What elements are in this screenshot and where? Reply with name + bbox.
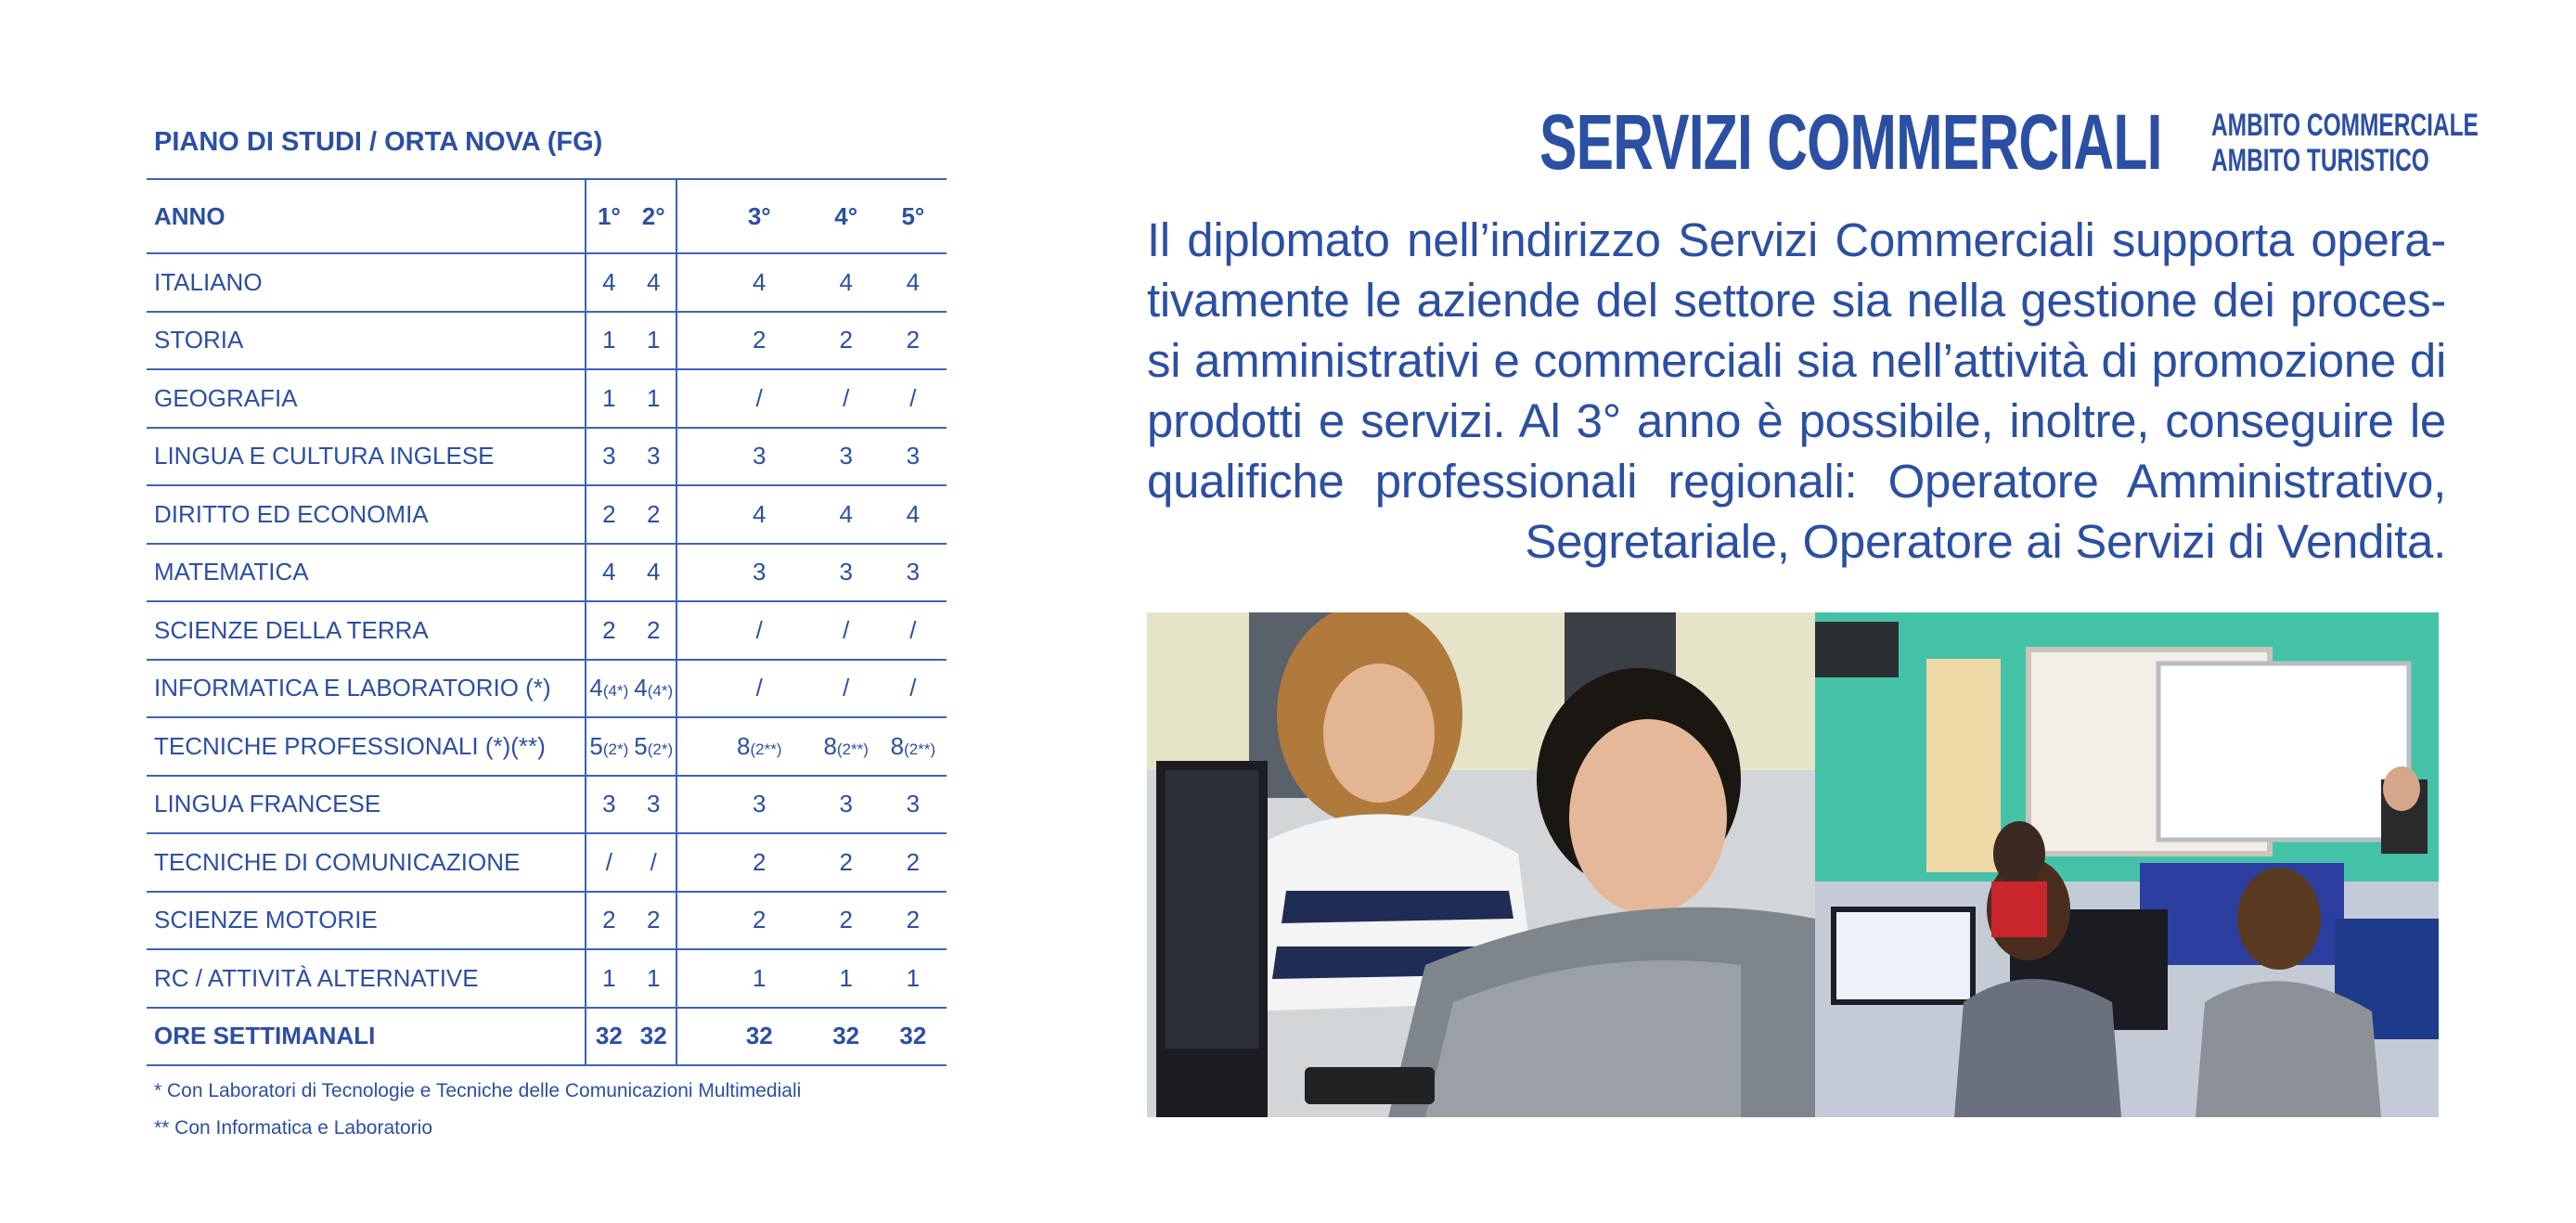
- table-row: [147, 428, 947, 486]
- total-row: [147, 1008, 947, 1066]
- hours-cell-value: 3: [906, 558, 921, 586]
- hours-cell-value: 2: [602, 906, 616, 934]
- hours-cell-value: /: [605, 847, 612, 876]
- hours-cell-value: 4: [634, 674, 648, 702]
- column-divider: [676, 369, 706, 428]
- subject-cell: [147, 544, 586, 602]
- hours-cell: [631, 892, 676, 950]
- total-cell: [586, 1008, 631, 1066]
- subject-cell-value: TECNICHE DI COMUNICAZIONE: [154, 847, 521, 876]
- hours-cell: [706, 660, 813, 718]
- hours-cell-value: 1: [602, 383, 616, 412]
- hours-cell-value: 2: [906, 906, 921, 934]
- subject-cell-value: STORIA: [154, 326, 244, 354]
- header-cell: [813, 179, 880, 253]
- hours-cell: [880, 892, 947, 950]
- hours-cell: [586, 485, 631, 544]
- hours-cell-value: 3: [602, 442, 616, 470]
- subject-cell: [147, 660, 586, 718]
- column-divider: [676, 601, 706, 660]
- total-cell: [813, 1008, 880, 1066]
- column-divider: [676, 717, 706, 776]
- hours-cell: [880, 660, 947, 718]
- hours-cell: [813, 833, 880, 892]
- hours-cell: [880, 949, 947, 1008]
- header-cell: [586, 179, 631, 253]
- hours-cell-value: 2: [906, 847, 921, 876]
- hours-cell: [880, 601, 947, 660]
- column-divider: [676, 660, 706, 718]
- table-row: [147, 949, 947, 1008]
- hours-cell-value: 2: [839, 906, 853, 934]
- hours-cell-value: 2: [602, 615, 616, 644]
- column-divider: [676, 949, 706, 1008]
- hours-cell: [813, 601, 880, 660]
- subject-cell: [147, 717, 586, 776]
- subject-cell: [147, 949, 586, 1008]
- hours-cell: [706, 892, 813, 950]
- hours-cell: [586, 717, 631, 776]
- column-divider: [676, 833, 706, 892]
- hours-cell-value: 4: [906, 267, 921, 296]
- hours-cell-value: 4: [602, 267, 616, 296]
- hours-cell: [880, 544, 947, 602]
- hours-cell: [586, 544, 631, 602]
- hours-cell-value: 3: [839, 442, 853, 470]
- total-cell-value: 32: [899, 1022, 927, 1050]
- hours-cell-value: 3: [646, 790, 661, 818]
- hours-cell-value: 2: [839, 326, 853, 354]
- study-plan: [147, 121, 947, 1140]
- subject-cell-value: LINGUA FRANCESE: [154, 790, 381, 818]
- hours-cell: [813, 369, 880, 428]
- hours-cell-value: 3: [839, 790, 853, 818]
- hours-cell: [706, 312, 813, 370]
- hours-cell: [813, 485, 880, 544]
- hours-cell: [586, 660, 631, 718]
- total-cell-value: 32: [595, 1022, 623, 1050]
- classroom-photo: [1147, 612, 2439, 1117]
- subject-cell-value: INFORMATICA E LABORATORIO (*): [154, 674, 551, 702]
- footnote-marker: (2**): [750, 740, 782, 758]
- subject-cell-value: RC / ATTIVITÀ ALTERNATIVE: [154, 963, 479, 992]
- hours-cell: [880, 253, 947, 312]
- column-divider: [676, 892, 706, 950]
- hours-cell: [586, 312, 631, 370]
- hours-cell-value: 4: [753, 267, 766, 296]
- subject-cell: [147, 428, 586, 486]
- hours-cell: [631, 544, 676, 602]
- footnotes: [147, 1079, 947, 1140]
- total-cell: [880, 1008, 947, 1066]
- hours-cell-value: 2: [646, 615, 661, 644]
- hours-cell: [880, 428, 947, 486]
- hours-cell-value: 8: [737, 731, 751, 760]
- ambiti-list: [2211, 108, 2479, 178]
- hours-cell: [706, 717, 813, 776]
- footnote: * Con Laboratori di Tecnologie e Tecniche delle Comunicazioni Multimediali: [154, 1080, 802, 1101]
- hours-cell-value: 1: [602, 326, 616, 354]
- hours-cell: [813, 949, 880, 1008]
- column-divider: [676, 179, 706, 253]
- hours-cell-value: 2: [753, 326, 766, 354]
- hours-cell: [813, 312, 880, 370]
- hours-cell: [880, 833, 947, 892]
- hours-cell: [706, 949, 813, 1008]
- subject-cell-value: MATEMATICA: [154, 558, 309, 586]
- hours-cell-value: 3: [839, 558, 853, 586]
- hours-cell-value: 4: [753, 499, 766, 528]
- column-divider: [676, 776, 706, 834]
- hours-cell-value: 2: [602, 499, 616, 528]
- hours-cell: [880, 485, 947, 544]
- hours-cell-value: 4: [906, 499, 921, 528]
- subject-cell: [147, 892, 586, 950]
- total-label-value: ORE SETTIMANALI: [154, 1022, 376, 1050]
- hours-cell-value: 3: [646, 442, 661, 470]
- hours-cell-value: 2: [753, 906, 766, 934]
- table-row: [147, 312, 947, 370]
- hours-cell: [706, 776, 813, 834]
- hours-cell-value: 4: [602, 558, 616, 586]
- ambito-label: AMBITO COMMERCIALE: [2211, 108, 2479, 143]
- subject-cell-value: SCIENZE MOTORIE: [154, 906, 378, 934]
- table-row: [147, 485, 947, 544]
- table-row: [147, 601, 947, 660]
- hours-cell: [631, 253, 676, 312]
- hours-cell-value: 8: [890, 731, 905, 760]
- course-title: SERVIZI COMMERCIALI: [1539, 98, 2162, 186]
- hours-cell-value: /: [909, 615, 917, 644]
- hours-cell: [631, 660, 676, 718]
- hours-cell: [631, 485, 676, 544]
- hours-cell-value: /: [843, 615, 850, 644]
- column-divider: [676, 1008, 706, 1066]
- subject-cell-value: DIRITTO ED ECONOMIA: [154, 499, 429, 528]
- hours-cell: [631, 428, 676, 486]
- footnote-marker: (4*): [647, 682, 674, 701]
- course-header: [1147, 98, 2479, 202]
- hours-cell: [586, 428, 631, 486]
- hours-cell: [706, 833, 813, 892]
- students-headset-photo: [1147, 612, 1815, 1117]
- table-title: PIANO DI STUDI / ORTA NOVA (FG): [154, 127, 603, 157]
- total-cell: [631, 1008, 676, 1066]
- table-row: [147, 776, 947, 834]
- hours-cell: [880, 776, 947, 834]
- hours-cell: [706, 601, 813, 660]
- table-row: [147, 833, 947, 892]
- total-cell-value: 32: [745, 1022, 773, 1050]
- subject-cell-value: LINGUA E CULTURA INGLESE: [154, 442, 495, 470]
- hours-cell: [813, 892, 880, 950]
- hours-cell-value: 1: [906, 963, 921, 992]
- hours-cell: [813, 428, 880, 486]
- hours-cell: [631, 601, 676, 660]
- lab-illustration: [1815, 612, 2439, 1117]
- hours-cell-value: 8: [823, 731, 837, 760]
- column-divider: [676, 544, 706, 602]
- footnote-marker: (2**): [904, 740, 936, 758]
- hours-cell: [706, 369, 813, 428]
- hours-cell: [586, 949, 631, 1008]
- table-row: [147, 892, 947, 950]
- hours-cell-value: 2: [646, 906, 661, 934]
- total-label: [147, 1008, 586, 1066]
- hours-cell-value: /: [909, 383, 917, 412]
- hours-cell-value: 1: [839, 963, 853, 992]
- header-cell-value: 2°: [641, 201, 665, 230]
- hours-cell: [880, 369, 947, 428]
- hours-cell-value: 1: [646, 326, 661, 354]
- column-divider: [676, 253, 706, 312]
- hours-cell-value: 3: [602, 790, 616, 818]
- hours-cell: [586, 369, 631, 428]
- table-header-row: [147, 179, 947, 253]
- hours-cell: [586, 601, 631, 660]
- hours-cell-value: 2: [753, 847, 766, 876]
- hours-cell: [706, 428, 813, 486]
- hours-cell-value: 1: [602, 963, 616, 992]
- header-cell-value: 3°: [747, 201, 771, 230]
- hours-cell: [813, 717, 880, 776]
- hours-cell: [813, 544, 880, 602]
- hours-cell-value: 3: [753, 558, 766, 586]
- hours-cell: [631, 312, 676, 370]
- hours-cell: [586, 776, 631, 834]
- column-divider: [676, 312, 706, 370]
- hours-cell-value: /: [755, 674, 763, 702]
- hours-cell-value: /: [909, 674, 917, 702]
- total-cell-value: 32: [639, 1022, 667, 1050]
- footnote-marker: (2*): [647, 740, 674, 758]
- column-divider: [676, 485, 706, 544]
- subject-cell-value: SCIENZE DELLA TERRA: [154, 615, 429, 644]
- hours-cell: [631, 717, 676, 776]
- hours-cell-value: /: [843, 383, 850, 412]
- hours-cell-value: 2: [839, 847, 853, 876]
- hours-cell: [813, 776, 880, 834]
- hours-cell: [586, 892, 631, 950]
- hours-cell-value: /: [755, 383, 763, 412]
- subject-cell: [147, 369, 586, 428]
- header-cell-value: 1°: [597, 201, 621, 230]
- subject-cell-value: GEOGRAFIA: [154, 383, 298, 412]
- hours-cell-value: 4: [646, 267, 661, 296]
- hours-cell: [586, 253, 631, 312]
- hours-cell-value: 3: [906, 790, 921, 818]
- total-cell-value: 32: [832, 1022, 860, 1050]
- course-description: [1147, 98, 2479, 568]
- footnote-marker: (2**): [836, 740, 869, 758]
- hours-cell-value: /: [843, 674, 850, 702]
- hours-cell: [880, 312, 947, 370]
- header-cell: [706, 179, 813, 253]
- hours-cell-value: 2: [906, 326, 921, 354]
- hours-cell-value: 1: [646, 383, 661, 412]
- table-row: [147, 544, 947, 602]
- hours-cell: [631, 776, 676, 834]
- hours-cell: [813, 253, 880, 312]
- hours-cell-value: 4: [839, 499, 853, 528]
- header-cell-value: 4°: [834, 201, 858, 230]
- header-cell: [631, 179, 676, 253]
- hours-cell: [631, 369, 676, 428]
- study-plan-table: [147, 178, 947, 1066]
- hours-cell-value: 5: [634, 731, 648, 760]
- hours-cell-value: 4: [589, 674, 603, 702]
- hours-cell: [706, 485, 813, 544]
- footnote: ** Con Informatica e Laboratorio: [154, 1117, 432, 1139]
- subject-cell: [147, 485, 586, 544]
- subject-cell-value: TECNICHE PROFESSIONALI (*)(**): [154, 731, 546, 760]
- hours-cell-value: 4: [646, 558, 661, 586]
- table-row: [147, 369, 947, 428]
- subject-cell: [147, 601, 586, 660]
- hours-cell-value: 3: [753, 442, 766, 470]
- subject-cell: [147, 312, 586, 370]
- hours-cell-value: 1: [646, 963, 661, 992]
- subject-cell: [147, 776, 586, 834]
- hours-cell: [813, 660, 880, 718]
- table-row: [147, 717, 947, 776]
- subject-cell: [147, 833, 586, 892]
- hours-cell: [880, 717, 947, 776]
- footnote-marker: (2*): [602, 740, 629, 758]
- header-cell: [147, 179, 586, 253]
- hours-cell-value: 1: [753, 963, 766, 992]
- hours-cell-value: 4: [839, 267, 853, 296]
- footnote-marker: (4*): [602, 682, 629, 701]
- ambito-label: AMBITO TURISTICO: [2211, 143, 2429, 178]
- students-illustration: [1147, 612, 1815, 1117]
- hours-cell-value: 3: [753, 790, 766, 818]
- column-divider: [676, 428, 706, 486]
- table-row: [147, 253, 947, 312]
- computer-lab-photo: [1815, 612, 2439, 1117]
- hours-cell-value: /: [650, 847, 657, 876]
- subject-cell: [147, 253, 586, 312]
- header-cell-value: ANNO: [154, 201, 225, 230]
- header-cell-value: 5°: [901, 201, 925, 230]
- table-row: [147, 660, 947, 718]
- hours-cell-value: 3: [906, 442, 921, 470]
- hours-cell-value: /: [755, 615, 763, 644]
- hours-cell: [706, 544, 813, 602]
- hours-cell: [706, 253, 813, 312]
- course-paragraph: Il diplomato nell’indirizzo Servizi Commerciali supporta opera-tivamente le aziende del settore sia nella gestione dei proces-si amministrativi e commerciali sia nell’attività di promozione di prodotti e servizi. Al 3° anno è possibile, inoltre, conseguire le qualifiche professionali regionali: Operatore Amministrativo, Segretariale, Operatore ai Servizi di Vendita.: [1147, 213, 2446, 568]
- hours-cell-value: 5: [589, 731, 603, 760]
- hours-cell-value: 2: [646, 499, 661, 528]
- hours-cell: [631, 833, 676, 892]
- subject-cell-value: ITALIANO: [154, 267, 263, 296]
- hours-cell: [631, 949, 676, 1008]
- total-cell: [706, 1008, 813, 1066]
- header-cell: [880, 179, 947, 253]
- hours-cell: [586, 833, 631, 892]
